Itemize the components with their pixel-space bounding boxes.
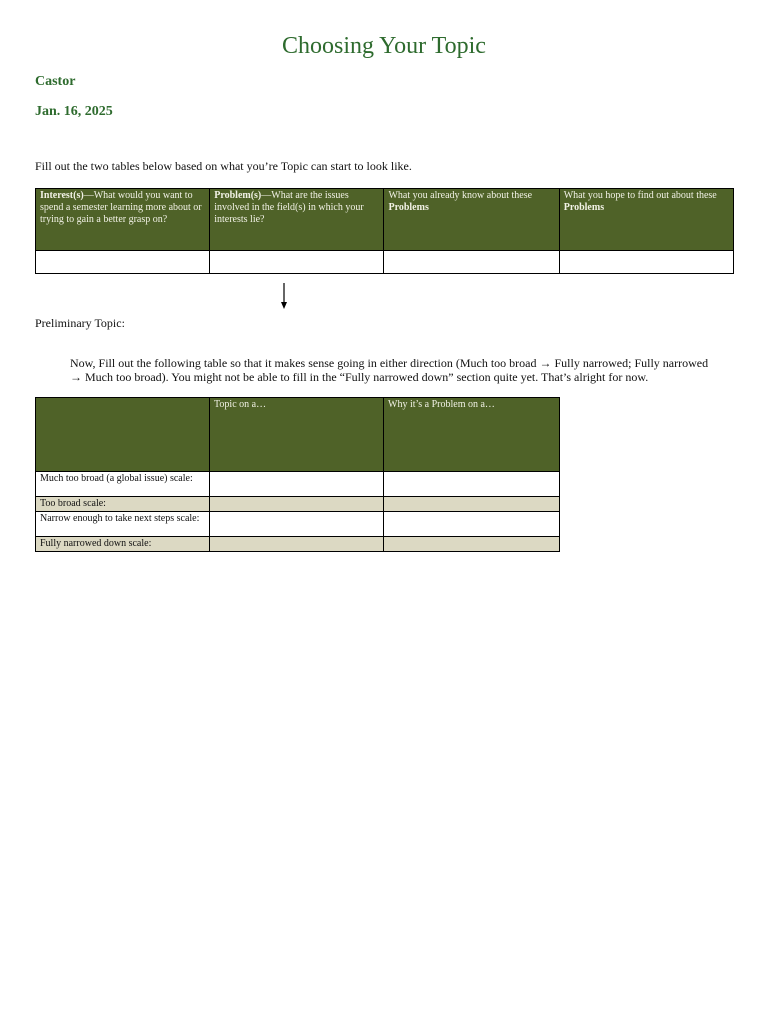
header-interests-bold: Interest(s) [40,190,84,201]
row-label: Much too broad (a global issue) scale: [36,472,210,497]
cell-why-input[interactable] [384,472,560,497]
table-row [36,537,560,552]
header-topic-on-a: Topic on a… [210,398,384,472]
header-problems [210,189,384,251]
cell-why-input[interactable] [384,512,560,537]
table-row [36,512,560,537]
header-why-problem: Why it’s a Problem on a… [384,398,560,472]
cell-why-input[interactable] [384,537,560,552]
table-header-row [36,189,734,251]
cell-already-know-input[interactable] [384,251,559,274]
table-row [36,472,560,497]
header-interests [36,189,210,251]
author-name: Castor [35,74,76,89]
scale-narrowing-table [35,397,560,552]
header-hope-to-find [559,189,733,251]
header-problems-text: —What are the issues involved in the field(s) in which your interests lie? [214,190,364,225]
cell-topic-input[interactable] [210,512,384,537]
header-interests-text: —What would you want to spend a semester learning more about or trying to gain a better grasp on? [40,190,202,225]
header-problems-bold: Problem(s) [214,190,262,201]
page-title: Choosing Your Topic [282,33,486,59]
preliminary-topic-label: Preliminary Topic: [35,316,125,330]
header-already-know-bold: Problems [388,202,429,213]
cell-topic-input[interactable] [210,537,384,552]
cell-problems-input[interactable] [210,251,384,274]
table-row [36,251,734,274]
table-header-row [36,398,560,472]
cell-why-input[interactable] [384,497,560,512]
header-blank [36,398,210,472]
header-hope-to-find-text: What you hope to find out about these [563,190,717,201]
instruction-text-2: Now, Fill out the following table so that it makes sense going in either direction (Much too broad → Fully narrowed; Fully narrowed → Much too broad). You might not be able to fill in the “Fully narrowed down” section quite yet. That’s alright for now. [70,356,709,384]
table-row [36,497,560,512]
instruction-text-1: Fill out the two tables below based on what you’re Topic can start to look like. [35,159,412,173]
header-hope-to-find-bold: Problems [563,202,605,213]
cell-hope-to-find-input[interactable] [559,251,733,274]
arrow-down-icon [278,283,290,309]
header-already-know-text: What you already know about these [388,190,533,201]
cell-topic-input[interactable] [210,472,384,497]
row-label: Fully narrowed down scale: [36,537,210,552]
document-date: Jan. 16, 2025 [35,104,113,119]
cell-interests-input[interactable] [36,251,210,274]
header-already-know [384,189,559,251]
cell-topic-input[interactable] [210,497,384,512]
row-label: Too broad scale: [36,497,210,512]
interests-problems-table [35,188,734,274]
row-label: Narrow enough to take next steps scale: [36,512,210,537]
